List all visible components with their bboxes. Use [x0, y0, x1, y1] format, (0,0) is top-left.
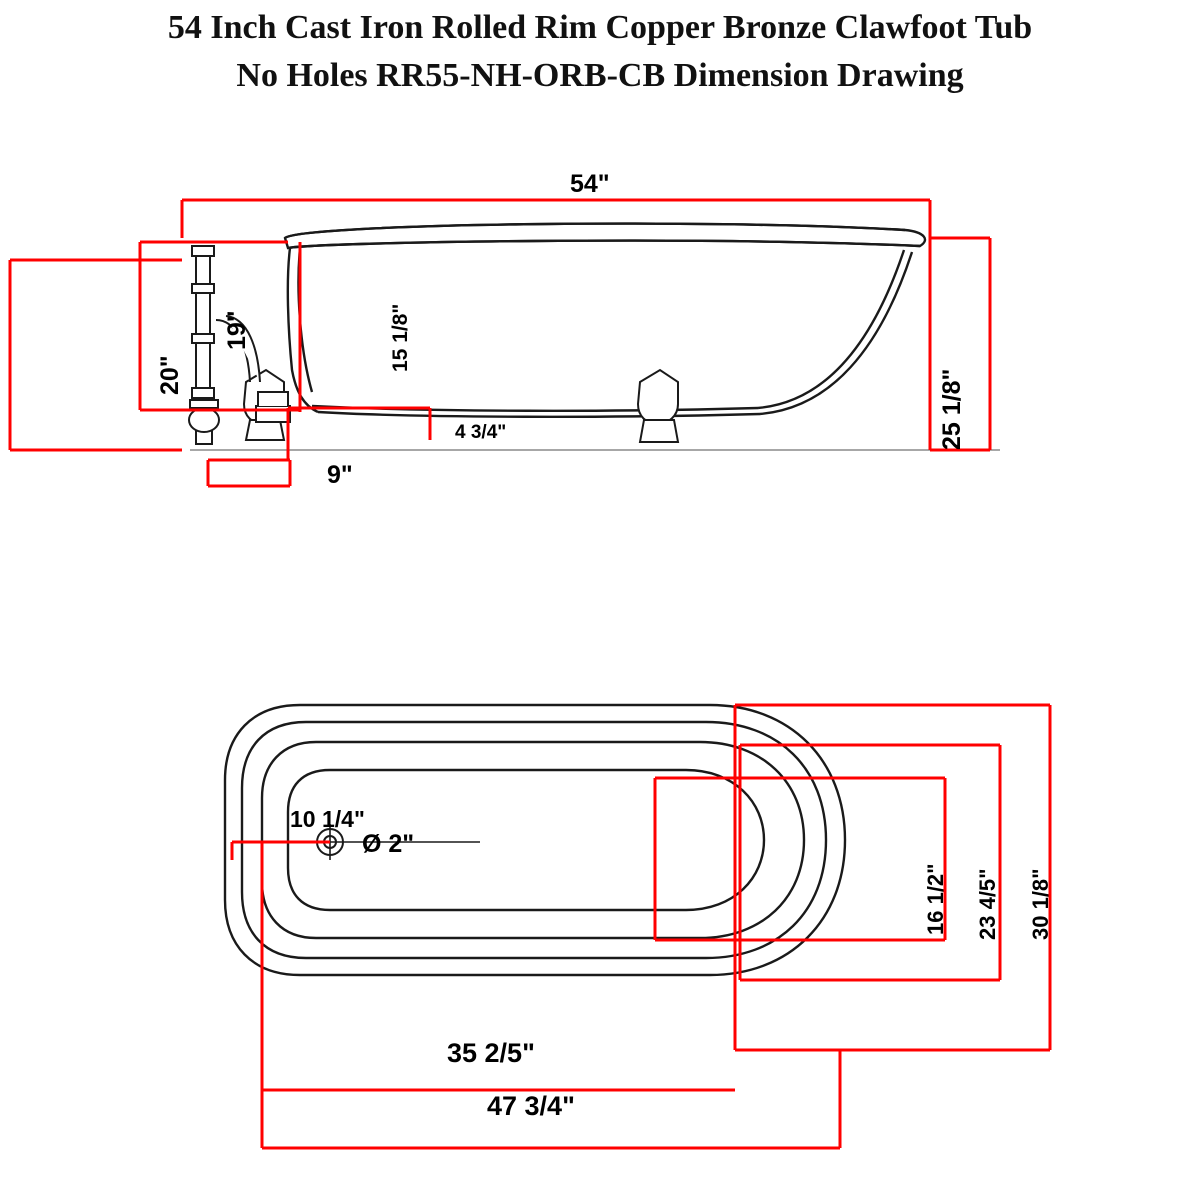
dim-label-drain-offset: 4 3/4" — [455, 422, 507, 443]
tub-side-outline — [190, 224, 1000, 450]
dim-label-mid-width: 23 4/5" — [975, 868, 1000, 940]
dim-label-overall-width: 30 1/8" — [1028, 868, 1053, 940]
dim-label-interior-length: 35 2/5" — [447, 1038, 535, 1068]
page-title — [0, 0, 1200, 100]
dim-label-outer-length: 47 3/4" — [487, 1091, 575, 1121]
plan-view-drawing — [0, 650, 1200, 1200]
dim-label-interior-depth: 15 1/8" — [389, 303, 412, 372]
dim-label-rim-height-left: 19" — [223, 310, 251, 350]
dim-label-overall-height-right: 25 1/8" — [938, 368, 966, 450]
title-line-1: 54 Inch Cast Iron Rolled Rim Copper Bronze Clawfoot Tub — [167, 9, 1033, 46]
dim-label-overall-length: 54" — [570, 170, 610, 198]
dim-label-interior-width: 16 1/2" — [923, 863, 948, 935]
clawfoot-right — [638, 370, 678, 442]
dim-label-drain-diameter: Ø 2" — [362, 830, 415, 858]
dim-label-overall-height-left: 20" — [156, 355, 184, 395]
dim-label-drain-center-offset: 10 1/4" — [290, 806, 365, 832]
dim-label-foot-to-drain: 9" — [327, 461, 353, 489]
title-line-2: No Holes RR55-NH-ORB-CB Dimension Drawing — [236, 57, 964, 94]
